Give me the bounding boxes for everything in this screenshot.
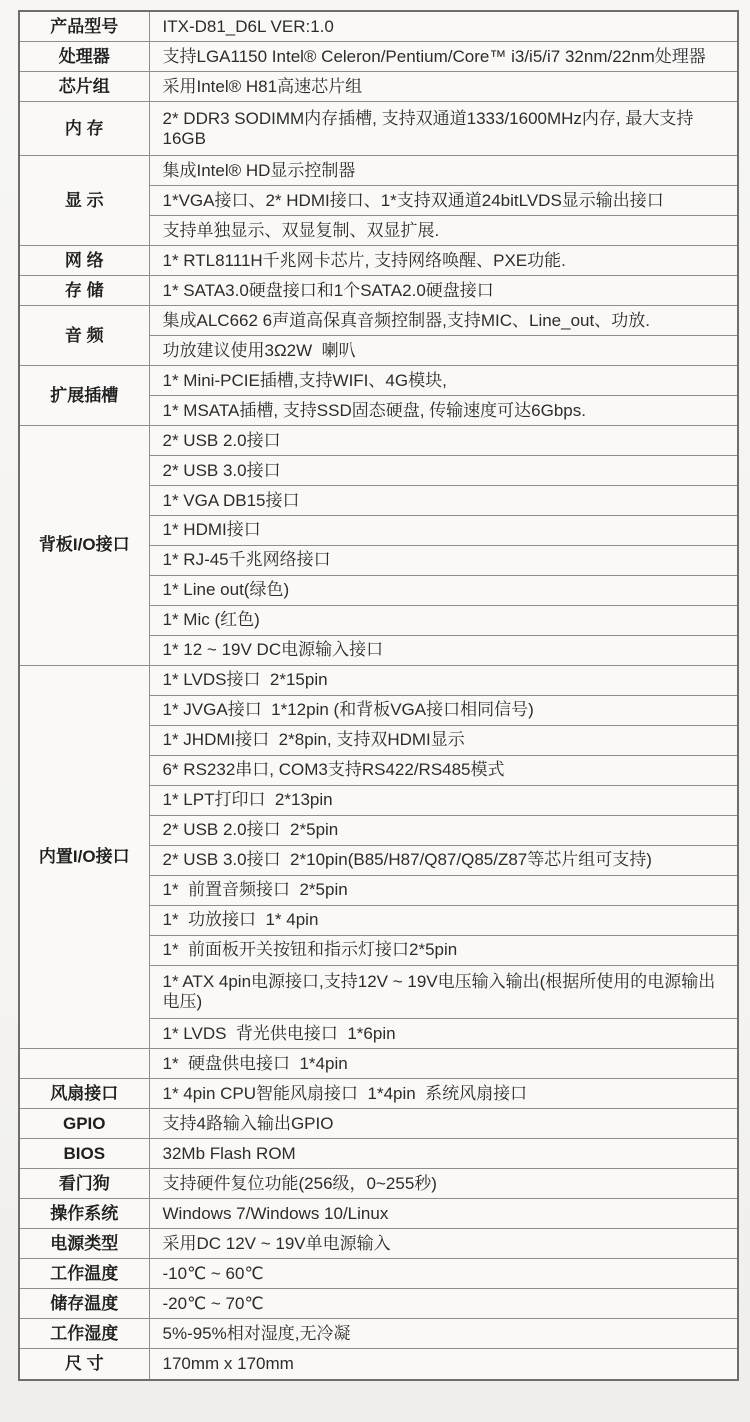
spec-value: 1* 功放接口 1* 4pin [149,905,738,935]
spec-table [18,10,739,1381]
spec-value: 5%-95%相对湿度,无冷凝 [149,1319,738,1349]
spec-value: 2* USB 3.0接口 [149,455,738,485]
spec-value: Windows 7/Windows 10/Linux [149,1199,738,1229]
spec-label-display: 显 示 [19,155,149,245]
spec-value: 1* Mini-PCIE插槽,支持WIFI、4G模块, [149,365,738,395]
spec-value: 1* LVDS 背光供电接口 1*6pin [149,1019,738,1049]
spec-label-storage: 存 储 [19,275,149,305]
spec-value: 支持LGA1150 Intel® Celeron/Pentium/Core™ i3/i5/i7 32nm/22nm处理器 [149,42,738,72]
spec-value: 集成Intel® HD显示控制器 [149,155,738,185]
spec-value: 1* 前置音频接口 2*5pin [149,875,738,905]
spec-value: 1* HDMI接口 [149,515,738,545]
spec-value: 1* SATA3.0硬盘接口和1个SATA2.0硬盘接口 [149,275,738,305]
spec-value: -10℃ ~ 60℃ [149,1259,738,1289]
spec-value: 170mm x 170mm [149,1349,738,1380]
spec-label-internal-io: 内置I/O接口 [19,665,149,1049]
spec-value: 1*VGA接口、2* HDMI接口、1*支持双通道24bitLVDS显示输出接口 [149,185,738,215]
table-row [19,1229,738,1259]
table-row [19,275,738,305]
spec-value: 1* Line out(绿色) [149,575,738,605]
table-row [19,1079,738,1109]
spec-label-rear-io: 背板I/O接口 [19,425,149,665]
spec-value: 1* 12 ~ 19V DC电源输入接口 [149,635,738,665]
spec-value: 1* JVGA接口 1*12pin (和背板VGA接口相同信号) [149,695,738,725]
table-row [19,425,738,455]
spec-value: 2* USB 2.0接口 [149,425,738,455]
spec-value: 2* USB 2.0接口 2*5pin [149,815,738,845]
spec-value: 支持4路输入输出GPIO [149,1109,738,1139]
spec-label-operating-temp: 工作温度 [19,1259,149,1289]
spec-value: 6* RS232串口, COM3支持RS422/RS485模式 [149,755,738,785]
table-row [19,11,738,42]
spec-value: 支持单独显示、双显复制、双显扩展. [149,215,738,245]
spec-label-os: 操作系统 [19,1199,149,1229]
table-row [19,72,738,102]
table-row [19,1259,738,1289]
spec-label-product-model: 产品型号 [19,11,149,42]
table-row [19,1289,738,1319]
spec-label-storage-temp: 储存温度 [19,1289,149,1319]
table-row [19,1139,738,1169]
spec-label-expansion-slots: 扩展插槽 [19,365,149,425]
spec-value: 采用DC 12V ~ 19V单电源输入 [149,1229,738,1259]
table-row [19,155,738,185]
spec-value: 1* 前面板开关按钮和指示灯接口2*5pin [149,935,738,965]
table-row [19,1109,738,1139]
spec-value: 采用Intel® H81高速芯片组 [149,72,738,102]
spec-value: 1* JHDMI接口 2*8pin, 支持双HDMI显示 [149,725,738,755]
spec-value: 1* RJ-45千兆网络接口 [149,545,738,575]
spec-label-bios: BIOS [19,1139,149,1169]
spec-value: 1* LVDS接口 2*15pin [149,665,738,695]
spec-label-dimensions: 尺 寸 [19,1349,149,1380]
spec-value: 1* 硬盘供电接口 1*4pin [149,1049,738,1079]
spec-label-cpu: 处理器 [19,42,149,72]
spec-value: 功放建议使用3Ω2W 喇叭 [149,335,738,365]
table-row [19,1049,738,1079]
spec-value: -20℃ ~ 70℃ [149,1289,738,1319]
spec-value: 1* RTL8111H千兆网卡芯片, 支持网络唤醒、PXE功能. [149,245,738,275]
table-row [19,1169,738,1199]
spec-value: 支持硬件复位功能(256级，0~255秒) [149,1169,738,1199]
spec-label-power-type: 电源类型 [19,1229,149,1259]
spec-label-fan: 风扇接口 [19,1079,149,1109]
spec-label-audio: 音 频 [19,305,149,365]
spec-value: 1* ATX 4pin电源接口,支持12V ~ 19V电压输入输出(根据所使用的电源输出电压) [149,965,738,1019]
table-row [19,365,738,395]
spec-value: 1* VGA DB15接口 [149,485,738,515]
table-row [19,1349,738,1380]
table-row [19,102,738,156]
spec-label-gpio: GPIO [19,1109,149,1139]
spec-value: 集成ALC662 6声道高保真音频控制器,支持MIC、Line_out、功放. [149,305,738,335]
spec-label-humidity: 工作湿度 [19,1319,149,1349]
table-row [19,245,738,275]
spec-value: 1* LPT打印口 2*13pin [149,785,738,815]
spec-value: 2* DDR3 SODIMM内存插槽, 支持双通道1333/1600MHz内存, 最大支持16GB [149,102,738,156]
spec-value: 1* 4pin CPU智能风扇接口 1*4pin 系统风扇接口 [149,1079,738,1109]
table-row [19,305,738,335]
spec-value: 2* USB 3.0接口 2*10pin(B85/H87/Q87/Q85/Z87等芯片组可支持) [149,845,738,875]
table-row [19,665,738,695]
spec-value: 32Mb Flash ROM [149,1139,738,1169]
table-row [19,42,738,72]
spec-label-chipset: 芯片组 [19,72,149,102]
spec-value: 1* Mic (红色) [149,605,738,635]
spec-label-network: 网 络 [19,245,149,275]
table-row [19,1199,738,1229]
table-row [19,1319,738,1349]
spec-label-watchdog: 看门狗 [19,1169,149,1199]
spec-label-empty [19,1049,149,1079]
spec-value: 1* MSATA插槽, 支持SSD固态硬盘, 传输速度可达6Gbps. [149,395,738,425]
spec-label-memory: 内 存 [19,102,149,156]
spec-value: ITX-D81_D6L VER:1.0 [149,11,738,42]
